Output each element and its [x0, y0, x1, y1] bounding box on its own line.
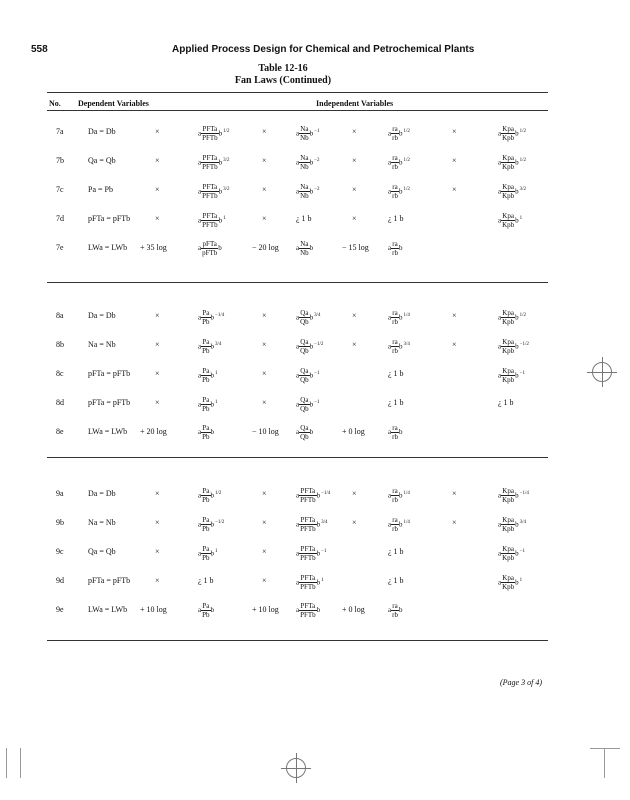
crop-mark	[6, 748, 7, 778]
dependent-variable: LWa = LWb	[88, 427, 128, 436]
ratio-term: a $\frac{\text{Kpa}}{\text{Kpb}}$ $b^{-1/2}$	[498, 338, 529, 356]
row-number: 9d	[56, 576, 64, 585]
multiply-sign: ×	[155, 369, 160, 378]
multiply-sign: ×	[155, 340, 160, 349]
top-rule	[47, 92, 548, 93]
ratio-term: a $\frac{Pa}{Pb}$ $b^{1/2}$	[198, 487, 222, 505]
ratio-term: a $\frac{\text{Kpa}}{\text{Kpb}}$ $b^{1/2}$	[498, 309, 527, 327]
ratio-term: a $\frac{Pa}{Pb}$ $b^1$	[198, 367, 218, 385]
row-number: 8e	[56, 427, 64, 436]
log-coefficient: + 0 log	[342, 605, 365, 614]
ratio-term: a $\frac{\text{PFTa}}{\text{PFTb}}$ $b^{-1}$	[296, 545, 327, 563]
ratio-term: ¿ 1 b	[198, 576, 214, 585]
col-header-dependent: Dependent Variables	[78, 99, 149, 108]
table-row	[0, 600, 630, 620]
dependent-variable: Da = Db	[88, 127, 116, 136]
table-row	[0, 393, 630, 413]
table-row	[0, 335, 630, 355]
ratio-term: a $\frac{Pa}{Pb}$ b	[198, 423, 215, 441]
multiply-sign: ×	[352, 311, 357, 320]
ratio-term: a $\frac{\text{Kpa}}{\text{Kpb}}$ $b^{-1}$	[498, 545, 525, 563]
ratio-term: a $\frac{Pa}{Pb}$ $b^{-1/4}$	[198, 309, 225, 327]
ratio-term: a $\frac{\text{PFTa}}{\text{PFTb}}$ $b^{-1/4}$	[296, 487, 331, 505]
crop-mark	[590, 748, 620, 749]
group-rule-1	[47, 282, 548, 283]
dependent-variable: Na = Nb	[88, 340, 116, 349]
multiply-sign: ×	[155, 156, 160, 165]
multiply-sign: ×	[352, 214, 357, 223]
ratio-term: ¿ 1 b	[388, 398, 404, 407]
table-row	[0, 422, 630, 442]
multiply-sign: ×	[262, 185, 267, 194]
ratio-term: a $\frac{Qa}{Qb}$ b	[296, 423, 314, 441]
ratio-term: a $\frac{Qa}{Qb}$ $b^{-1}$	[296, 367, 320, 385]
row-number: 8b	[56, 340, 64, 349]
registration-mark	[592, 362, 612, 382]
ratio-term: a $\frac{Pa}{Pb}$ $b^1$	[198, 545, 218, 563]
dependent-variable: LWa = LWb	[88, 243, 128, 252]
multiply-sign: ×	[452, 127, 457, 136]
row-number: 8c	[56, 369, 64, 378]
ratio-term: a $\frac{Pa}{Pb}$ b	[198, 601, 215, 619]
crop-mark	[20, 748, 21, 778]
dependent-variable: Na = Nb	[88, 518, 116, 527]
ratio-term: a $\frac{\text{pFTa}}{\text{pFTb}}$ b	[198, 239, 222, 257]
ratio-term: a $\frac{Na}{Nb}$ $b^{-2}$	[296, 183, 320, 201]
row-number: 8a	[56, 311, 64, 320]
log-coefficient: − 20 log	[252, 243, 279, 252]
ratio-term: ¿ 1 b	[498, 398, 514, 407]
multiply-sign: ×	[352, 185, 357, 194]
ratio-term: a $\frac{\text{PFTa}}{\text{PFTb}}$ $b^1$	[198, 212, 226, 230]
ratio-term: a $\frac{\text{PFTa}}{\text{PFTb}}$ $b^{1/2}$	[198, 125, 230, 143]
multiply-sign: ×	[262, 214, 267, 223]
bottom-rule	[47, 640, 548, 641]
col-header-no: No.	[49, 99, 61, 108]
multiply-sign: ×	[452, 340, 457, 349]
ratio-term: a $\frac{\text{Kpa}}{\text{Kpb}}$ $b^{1/2}$	[498, 154, 527, 172]
multiply-sign: ×	[155, 489, 160, 498]
log-coefficient: + 20 log	[140, 427, 167, 436]
dependent-variable: pFTa = pFTb	[88, 369, 131, 378]
dependent-variable: Qa = Qb	[88, 547, 116, 556]
log-coefficient: − 10 log	[252, 427, 279, 436]
header-rule	[47, 110, 548, 111]
ratio-term: a $\frac{\text{Kpa}}{\text{Kpb}}$ $b^1$	[498, 574, 523, 592]
table-row	[0, 238, 630, 258]
row-number: 7e	[56, 243, 64, 252]
dependent-variable: pFTa = pFTb	[88, 576, 131, 585]
multiply-sign: ×	[352, 340, 357, 349]
ratio-term: a $\frac{\text{Kpa}}{\text{Kpb}}$ $b^{-1}$	[498, 367, 525, 385]
row-number: 7b	[56, 156, 64, 165]
ratio-term: a $\frac{Qa}{Qb}$ $b^{3/4}$	[296, 309, 321, 327]
multiply-sign: ×	[155, 214, 160, 223]
table-title: Table 12-16	[258, 63, 308, 74]
multiply-sign: ×	[452, 185, 457, 194]
ratio-term: a $\frac{\text{PFTa}}{\text{PFTb}}$ $b^{3/2}$	[198, 183, 230, 201]
table-row	[0, 151, 630, 171]
multiply-sign: ×	[452, 311, 457, 320]
multiply-sign: ×	[262, 398, 267, 407]
ratio-term: a $\frac{\text{PFTa}}{\text{PFTb}}$ $b^1$	[296, 574, 324, 592]
ratio-term: a $\frac{Pa}{Pb}$ $b^{3/4}$	[198, 338, 222, 356]
multiply-sign: ×	[155, 576, 160, 585]
multiply-sign: ×	[452, 518, 457, 527]
row-number: 7a	[56, 127, 64, 136]
ratio-term: a $\frac{Qa}{Qb}$ $b^{-1}$	[296, 396, 320, 414]
table-row	[0, 513, 630, 533]
ratio-term: a $\frac{\text{PFTa}}{\text{PFTb}}$ $b^{3/4}$	[296, 516, 328, 534]
group-rule-2	[47, 457, 548, 458]
ratio-term: a $\frac{\text{PFTa}}{\text{PFTb}}$ b	[296, 601, 321, 619]
page-number: 558	[31, 44, 48, 55]
multiply-sign: ×	[262, 369, 267, 378]
ratio-term: a $\frac{ra}{rb}$ b	[388, 423, 403, 441]
ratio-term: a $\frac{Pa}{Pb}$ $b^1$	[198, 396, 218, 414]
ratio-term: ¿ 1 b	[388, 547, 404, 556]
multiply-sign: ×	[262, 489, 267, 498]
multiply-sign: ×	[155, 398, 160, 407]
ratio-term: a $\frac{\text{Kpa}}{\text{Kpb}}$ $b^{3/4}$	[498, 516, 527, 534]
table-row	[0, 484, 630, 504]
ratio-term: a $\frac{\text{Kpa}}{\text{Kpb}}$ $b^{-1/4}$	[498, 487, 529, 505]
table-row	[0, 542, 630, 562]
ratio-term: a $\frac{ra}{rb}$ $b^{1/4}$	[388, 487, 410, 505]
log-coefficient: + 0 log	[342, 427, 365, 436]
row-number: 9b	[56, 518, 64, 527]
multiply-sign: ×	[155, 518, 160, 527]
multiply-sign: ×	[262, 547, 267, 556]
table-row	[0, 122, 630, 142]
multiply-sign: ×	[452, 156, 457, 165]
row-number: 8d	[56, 398, 64, 407]
row-number: 7c	[56, 185, 64, 194]
table-row	[0, 209, 630, 229]
dependent-variable: Da = Db	[88, 489, 116, 498]
registration-mark	[286, 758, 306, 778]
ratio-term: a $\frac{Na}{Nb}$ b	[296, 239, 314, 257]
log-coefficient: + 35 log	[140, 243, 167, 252]
table-row	[0, 306, 630, 326]
ratio-term: a $\frac{ra}{rb}$ $b^{1/4}$	[388, 516, 410, 534]
ratio-term: ¿ 1 b	[388, 214, 404, 223]
ratio-term: a $\frac{Pa}{Pb}$ $b^{-1/2}$	[198, 516, 225, 534]
ratio-term: a $\frac{ra}{rb}$ $b^{1/2}$	[388, 125, 410, 143]
multiply-sign: ×	[262, 518, 267, 527]
footnote: (Page 3 of 4)	[500, 678, 542, 687]
multiply-sign: ×	[352, 518, 357, 527]
row-number: 9a	[56, 489, 64, 498]
dependent-variable: pFTa = pFTb	[88, 214, 131, 223]
col-header-independent: Independent Variables	[316, 99, 394, 108]
dependent-variable: pFTa = pFTb	[88, 398, 131, 407]
log-coefficient: + 10 log	[252, 605, 279, 614]
row-number: 9c	[56, 547, 64, 556]
multiply-sign: ×	[262, 311, 267, 320]
row-number: 9e	[56, 605, 64, 614]
multiply-sign: ×	[452, 489, 457, 498]
dependent-variable: Qa = Qb	[88, 156, 116, 165]
multiply-sign: ×	[155, 185, 160, 194]
ratio-term: ¿ 1 b	[296, 214, 312, 223]
multiply-sign: ×	[352, 156, 357, 165]
multiply-sign: ×	[155, 127, 160, 136]
ratio-term: a $\frac{Na}{Nb}$ $b^{-1}$	[296, 125, 320, 143]
dependent-variable: LWa = LWb	[88, 605, 128, 614]
ratio-term: a $\frac{ra}{rb}$ $b^{3/4}$	[388, 338, 410, 356]
dependent-variable: Da = Db	[88, 311, 116, 320]
ratio-term: a $\frac{\text{Kpa}}{\text{Kpb}}$ $b^1$	[498, 212, 523, 230]
log-coefficient: + 10 log	[140, 605, 167, 614]
multiply-sign: ×	[155, 311, 160, 320]
ratio-term: a $\frac{ra}{rb}$ b	[388, 239, 403, 257]
log-coefficient: − 15 log	[342, 243, 369, 252]
table-row	[0, 180, 630, 200]
ratio-term: ¿ 1 b	[388, 576, 404, 585]
running-head: Applied Process Design for Chemical and Petrochemical Plants	[172, 44, 475, 55]
multiply-sign: ×	[352, 489, 357, 498]
ratio-term: a $\frac{\text{PFTa}}{\text{PFTb}}$ $b^{3/2}$	[198, 154, 230, 172]
dependent-variable: Pa = Pb	[88, 185, 113, 194]
multiply-sign: ×	[262, 127, 267, 136]
ratio-term: a $\frac{ra}{rb}$ $b^{1/4}$	[388, 309, 410, 327]
crop-mark	[604, 748, 605, 778]
table-row	[0, 571, 630, 591]
multiply-sign: ×	[155, 547, 160, 556]
multiply-sign: ×	[262, 156, 267, 165]
ratio-term: ¿ 1 b	[388, 369, 404, 378]
multiply-sign: ×	[262, 576, 267, 585]
row-number: 7d	[56, 214, 64, 223]
multiply-sign: ×	[262, 340, 267, 349]
table-subtitle: Fan Laws (Continued)	[234, 75, 332, 86]
ratio-term: a $\frac{\text{Kpa}}{\text{Kpb}}$ $b^{3/2}$	[498, 183, 527, 201]
ratio-term: a $\frac{ra}{rb}$ $b^{1/2}$	[388, 154, 410, 172]
ratio-term: a $\frac{Qa}{Qb}$ $b^{-1/2}$	[296, 338, 324, 356]
table-row	[0, 364, 630, 384]
ratio-term: a $\frac{Na}{Nb}$ $b^{-2}$	[296, 154, 320, 172]
ratio-term: a $\frac{ra}{rb}$ b	[388, 601, 403, 619]
multiply-sign: ×	[352, 127, 357, 136]
ratio-term: a $\frac{ra}{rb}$ $b^{1/2}$	[388, 183, 410, 201]
ratio-term: a $\frac{\text{Kpa}}{\text{Kpb}}$ $b^{1/2}$	[498, 125, 527, 143]
